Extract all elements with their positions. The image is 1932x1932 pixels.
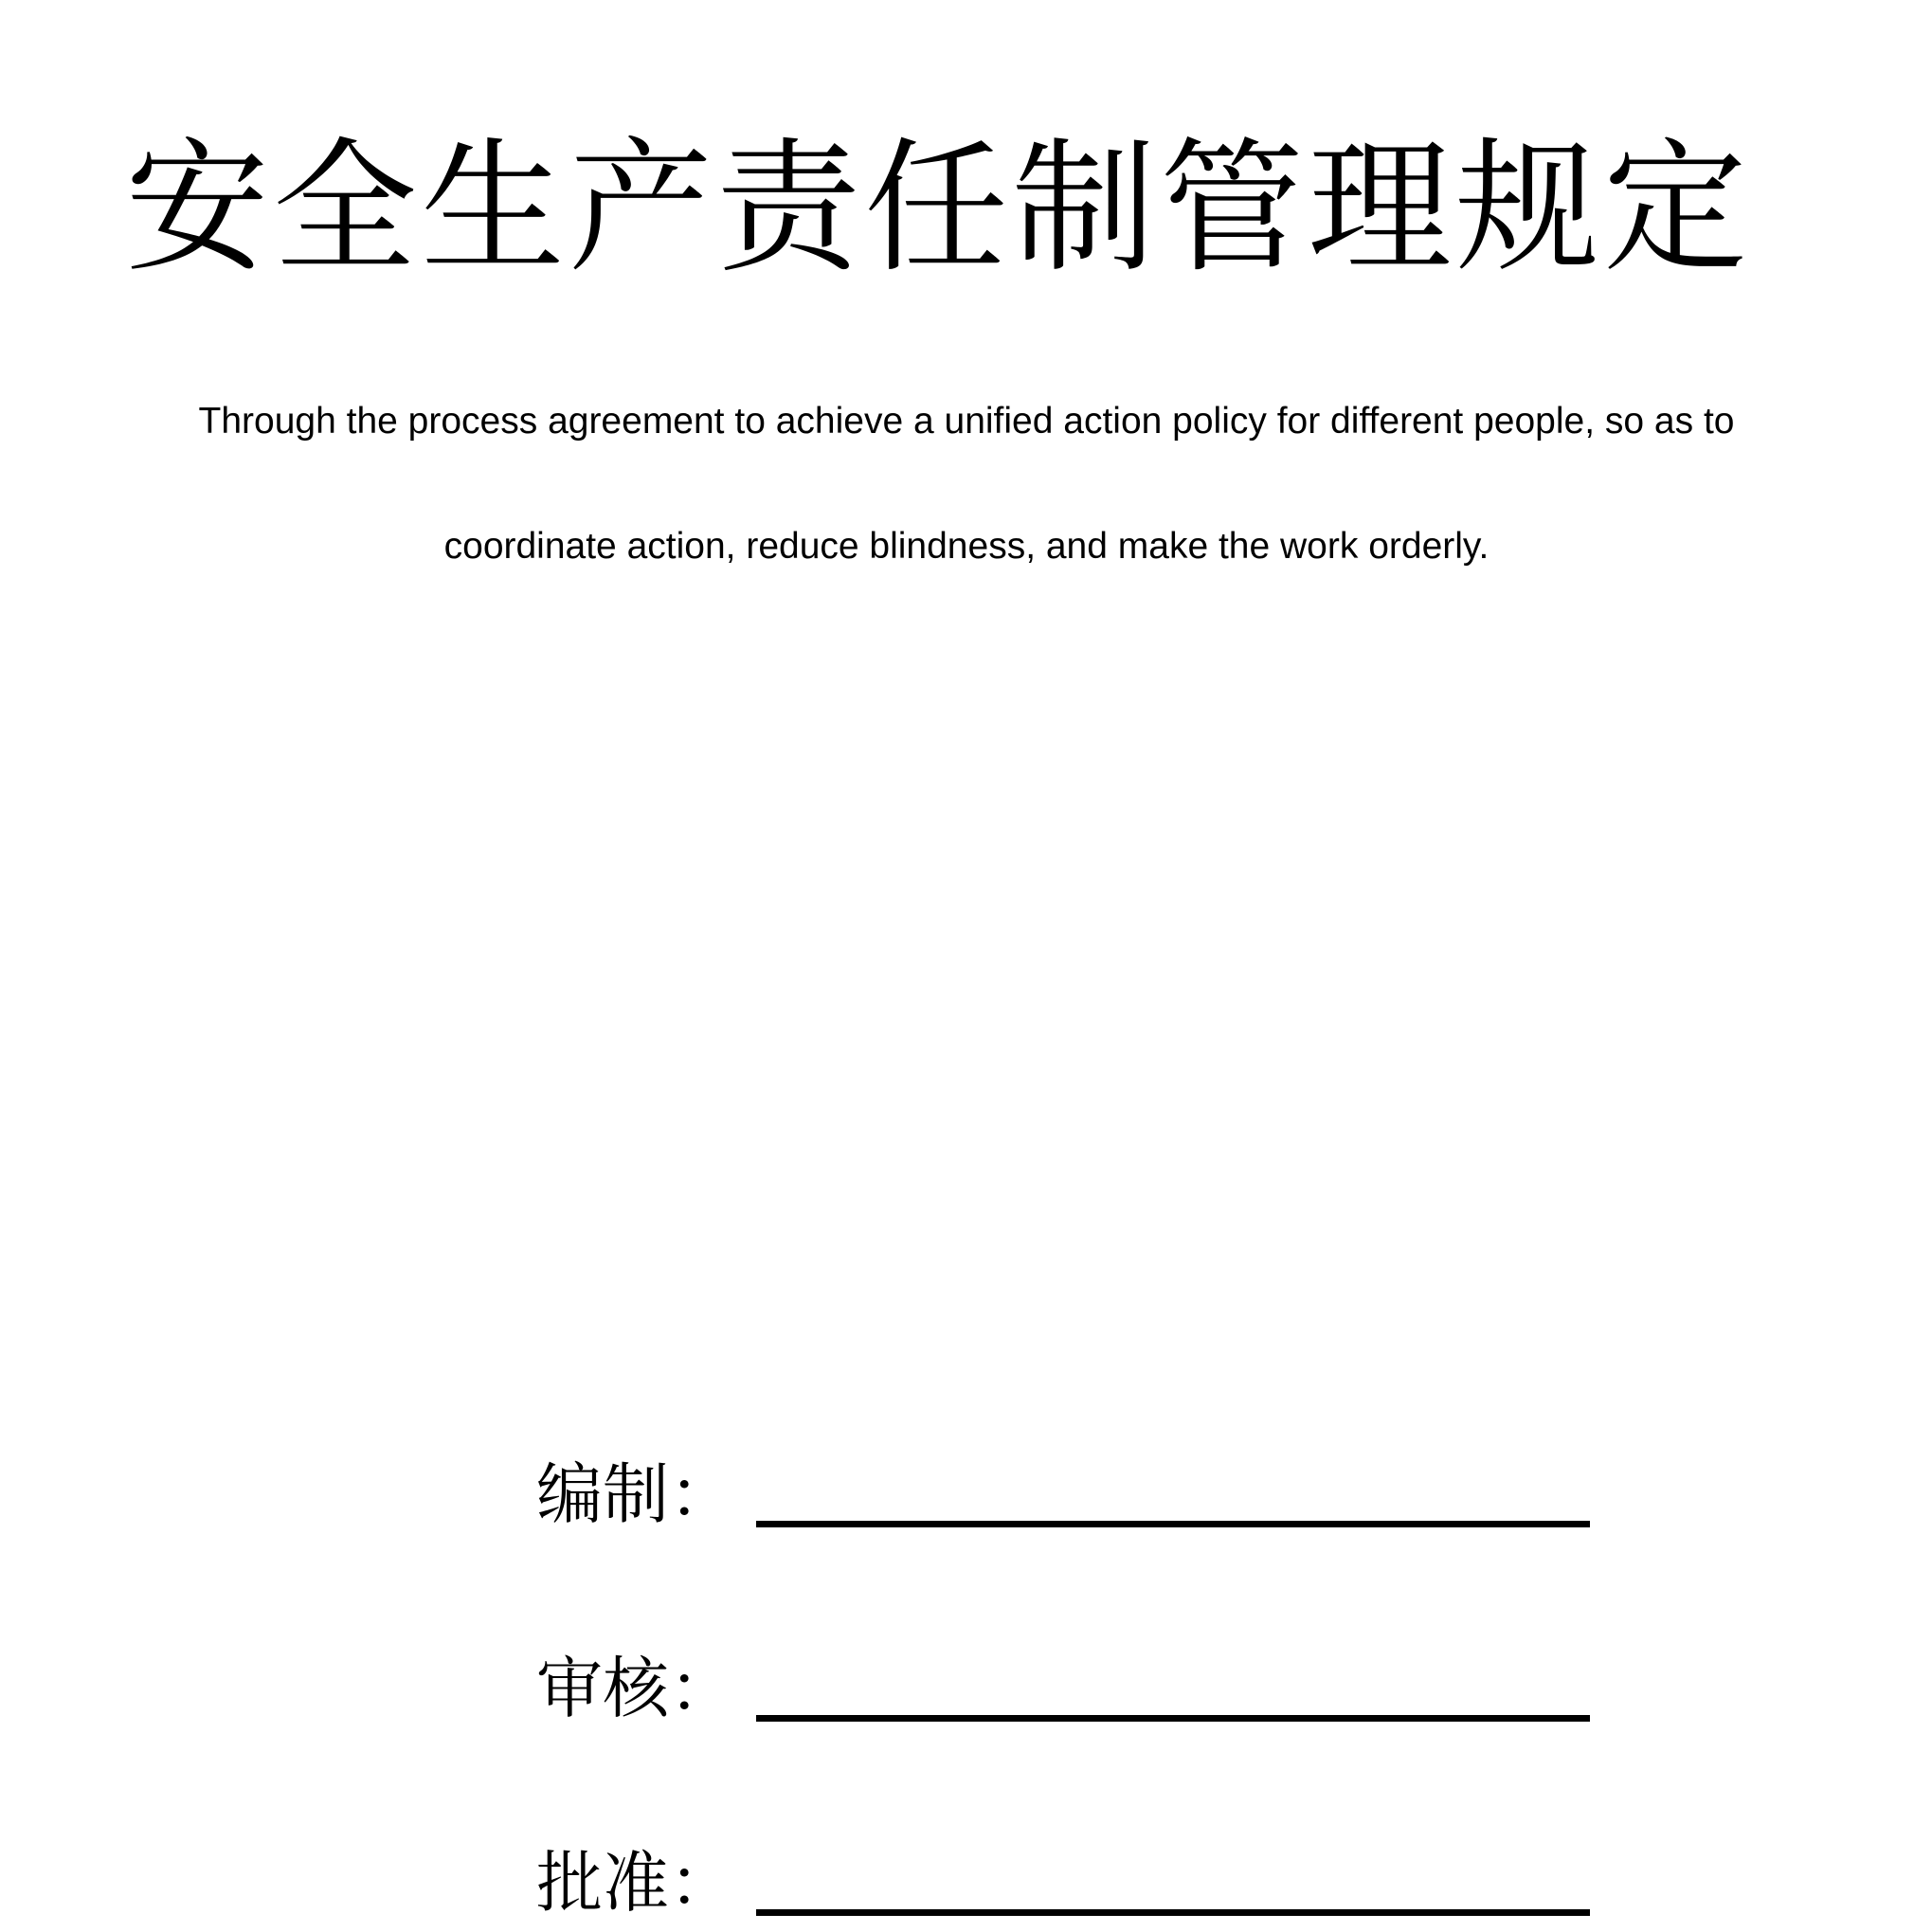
document-title: 安全生产责任制管理规定: [125, 124, 1751, 292]
signature-label: 编制：: [536, 1455, 735, 1533]
signature-label: 审核：: [536, 1650, 735, 1727]
signature-line: [756, 1909, 1590, 1916]
signature-row-compiled: [536, 1452, 1598, 1537]
signature-line: [756, 1715, 1590, 1722]
signature-row-approved: [536, 1840, 1598, 1925]
signature-row-reviewed: [536, 1646, 1598, 1731]
subtitle-line-1: Through the process agreement to achieve a unified action policy for different people, so as to: [198, 401, 1735, 442]
subtitle-line-2: coordinate action, reduce blindness, and make the work orderly.: [443, 526, 1490, 567]
signature-label: 批准：: [536, 1844, 735, 1922]
signature-line: [756, 1521, 1590, 1527]
